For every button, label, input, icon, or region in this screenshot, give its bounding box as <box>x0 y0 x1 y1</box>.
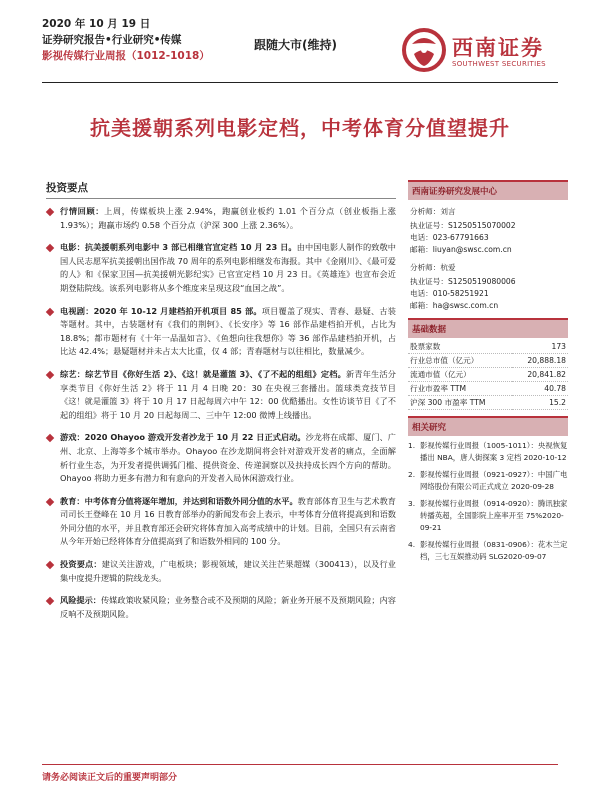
row-value: 173 <box>512 340 568 354</box>
summary-point-market-review <box>46 205 396 232</box>
row-label: 流通市值（亿元） <box>408 368 512 382</box>
report-number: 2. <box>408 470 416 479</box>
diamond-bullet-icon <box>46 371 54 379</box>
report-number: 1. <box>408 441 416 450</box>
header-divider <box>42 82 558 83</box>
cert-label: 执业证号： <box>410 221 448 230</box>
report-text: 影视传媒行业周报（0921-0927）：中国广电网络股份有限公司正式成立 2020-09-28 <box>420 470 568 491</box>
table-row <box>408 382 568 396</box>
report-type: 证券研究报告•行业研究•传媒 <box>42 34 182 46</box>
footer-divider <box>42 764 558 765</box>
point-text: 沙龙将在成都、厦门、广州、北京、上海等多个城市举办。Ohayoo 在沙龙期间将会针对游戏开发者的痛点，全面解析行业生态，为开发者提供调弧门槛、提供资金、传递洞察以及扶持成长四个方向的帮助。Ohayoo 将助力更多有潜力和有意向的开发者入局休闲游戏行业。 <box>60 432 396 484</box>
logo-chinese-text: 西南证券 <box>452 35 544 60</box>
phone-label: 电话： <box>410 289 433 298</box>
table-row <box>408 396 568 410</box>
email-row <box>410 244 566 256</box>
cert-label: 执业证号： <box>410 277 448 286</box>
diamond-bullet-icon <box>46 561 54 569</box>
table-row <box>408 340 568 354</box>
phone-row <box>410 232 566 244</box>
summary-point-investment <box>46 558 396 585</box>
phone-row <box>410 288 566 300</box>
basic-data-table <box>408 340 568 410</box>
row-label: 行业总市值（亿元） <box>408 354 512 368</box>
summary-point-risk <box>46 594 396 621</box>
report-date: 2020 年 10 月 19 日 <box>42 18 151 30</box>
related-report-link[interactable] <box>408 498 568 534</box>
diamond-bullet-icon <box>46 434 54 442</box>
summary-column <box>46 180 396 630</box>
report-text: 影视传媒行业周报（0831-0906）：花木兰定档，三七互娱推动码 SLG2020-09-07 <box>420 540 568 561</box>
analyst-name: 刘言 <box>440 207 456 216</box>
table-row <box>408 354 568 368</box>
diamond-bullet-icon <box>46 497 54 505</box>
phone-value: 023-67791663 <box>432 233 489 242</box>
point-text: 教育部体育卫生与艺术教育司司长王登峰在 10 月 16 日教育部举办的新闻发布会上表示，中考体育分值将提高到和语数外同分值的水平，并且教育部还会研究将体育加入高考成绩中的计划。目前，全国只有云南省从今年开始已经将体育分值提高到了和语数外相同的 100 分。 <box>60 495 396 547</box>
phone-label: 电话： <box>410 233 433 242</box>
row-value: 40.78 <box>512 382 568 396</box>
basic-data-heading: 基础数据 <box>408 318 568 338</box>
diamond-bullet-icon <box>46 307 54 315</box>
logo-english-text: SOUTHWEST SECURITIES <box>452 60 546 68</box>
point-text: 上周，传媒板块上涨 2.94%，跑赢创业板约 1.01 个百分点（创业板指上涨 1.93%）；跑赢市场约 0.58 个百分点（沪深 300 上涨 2.36%）。 <box>60 206 396 230</box>
phone-value: 010-58251921 <box>432 289 489 298</box>
point-label: 行情回顾： <box>60 206 105 216</box>
point-label: 综艺：综艺节目《你好生活 2》、《这！就是灌篮 3》、《了不起的组组》定档。 <box>60 368 346 379</box>
report-title: 抗美援朝系列电影定档，中考体育分值望提升 <box>90 116 510 140</box>
point-label: 电视剧：2020 年 10-12 月建档拍开机项目 85 部。 <box>60 305 262 316</box>
report-text: 影视传媒行业周报（1005-1011）：央视恢复播出 NBA，唐人街探案 3 定档 2020-10-12 <box>420 441 568 462</box>
summary-heading: 投资要点 <box>46 180 396 199</box>
row-value: 20,841.82 <box>512 368 568 382</box>
point-label: 风险提示： <box>60 595 101 606</box>
row-value: 15.2 <box>512 396 568 410</box>
table-row <box>408 368 568 382</box>
point-label: 投资要点： <box>60 559 102 570</box>
related-report-link[interactable] <box>408 440 568 464</box>
row-label: 股票家数 <box>408 340 512 354</box>
report-header <box>42 12 558 82</box>
point-text: 新青年生活分享类节目《你好生活 2》将于 11 月 4 日晚 20：30 在央视三套播出。篮球类竞技节目《这！就是灌篮 3》将于 10 月 17 日起每周六中午 12：00 优酷播出。女性访谈节目《了不起的组组》将于 10 月 20 日起每周二、三中午 12:00 微博上线播出。 <box>60 368 396 420</box>
diamond-bullet-icon <box>46 244 54 252</box>
email-label: 邮箱： <box>410 245 433 254</box>
company-logo <box>402 28 558 74</box>
email-row <box>410 300 566 312</box>
summary-point-film <box>46 241 396 295</box>
summary-point-tv-series <box>46 305 396 359</box>
point-text: 项目覆盖了现实、青春、悬疑、古装等题材。其中，古装题材有《我们的荆轲》、《长安序》等 16 部作品建档拍开机，占比为 18.8%；都市题材有《十年一品温如言》、《鱼想向往我想你》等 36 部作品建档拍开机，占比达 42.4%；悬疑题材并未占太大比重，仅 4 部；青春题材与以往相比，数量减少。 <box>60 305 396 357</box>
email-label: 邮箱： <box>410 301 433 310</box>
cert-row <box>410 220 566 232</box>
report-number: 3. <box>408 499 416 508</box>
sidebar-column <box>408 180 568 568</box>
point-text: 由中国电影人制作的致敬中国人民志愿军抗美援朝出国作战 70 周年的系列电影相继发布海报。其中《金刚川》、《最可爱的人》和《保家卫国—抗美援朝光影纪实》已官宣定档 10 月 23 日。《英雄连》也宣布会近期登陆院线。该系列电影将从多个维度来呈现这段“血国之战”。 <box>60 242 396 293</box>
summary-point-education <box>46 495 396 549</box>
point-label: 电影：抗美援朝系列电影中 3 部已相继官宣定档 10 月 23 日。 <box>60 242 297 253</box>
analyst-role: 分析师： <box>410 207 441 216</box>
related-report-link[interactable] <box>408 469 568 493</box>
point-text: 传媒政策收紧风险；业务整合或不及预期的风险；新业务开展不及预期风险；内容反响不及预期风险。 <box>60 595 396 619</box>
point-label: 教育：中考体育分值将逐年增加，并达到和语数外同分值的水平。 <box>60 495 298 506</box>
diamond-bullet-icon <box>46 208 54 216</box>
analyst-role: 分析师： <box>410 263 441 272</box>
email-link[interactable]: ha@swsc.com.cn <box>432 301 499 310</box>
point-text: 建议关注游戏，广电板块；影视领域，建议关注芒果超媒（300413），以及行业集中度提升逻辑的院线龙头。 <box>60 559 396 583</box>
row-label: 行业市盈率 TTM <box>408 382 512 396</box>
analyst-name-row <box>410 262 566 274</box>
diamond-bullet-icon <box>46 597 54 605</box>
analyst-name-row <box>410 206 566 218</box>
related-research-list <box>408 436 568 563</box>
rating-label: 跟随大市(维持) <box>254 38 337 52</box>
related-report-link[interactable] <box>408 539 568 563</box>
report-number: 4. <box>408 540 416 549</box>
cert-row <box>410 276 566 288</box>
email-link[interactable]: liuyan@swsc.com.cn <box>432 245 512 254</box>
row-value: 20,888.18 <box>512 354 568 368</box>
analyst-card <box>408 200 568 312</box>
report-text: 影视传媒行业周报（0914-0920）：腾讯独家转播英超，全国影院上座率开至 75%2020-09-21 <box>420 499 568 532</box>
cert-value: S1250515070002 <box>447 221 516 230</box>
logo-mark-icon <box>402 28 446 72</box>
summary-point-games <box>46 431 396 485</box>
research-center-heading: 西南证券研究发展中心 <box>408 180 568 200</box>
summary-point-variety <box>46 368 396 422</box>
analyst-name: 杭爱 <box>440 263 456 272</box>
point-label: 游戏：2020 Ohayoo 游戏开发者沙龙于 10 月 22 日正式启动。 <box>60 432 306 443</box>
weekly-title: 影视传媒行业周报（1012-1018） <box>42 50 210 62</box>
related-research-heading: 相关研究 <box>408 416 568 436</box>
row-label: 沪深 300 市盈率 TTM <box>408 396 512 410</box>
disclaimer-footer: 请务必阅读正文后的重要声明部分 <box>42 773 178 783</box>
cert-value: S1250519080006 <box>447 277 516 286</box>
